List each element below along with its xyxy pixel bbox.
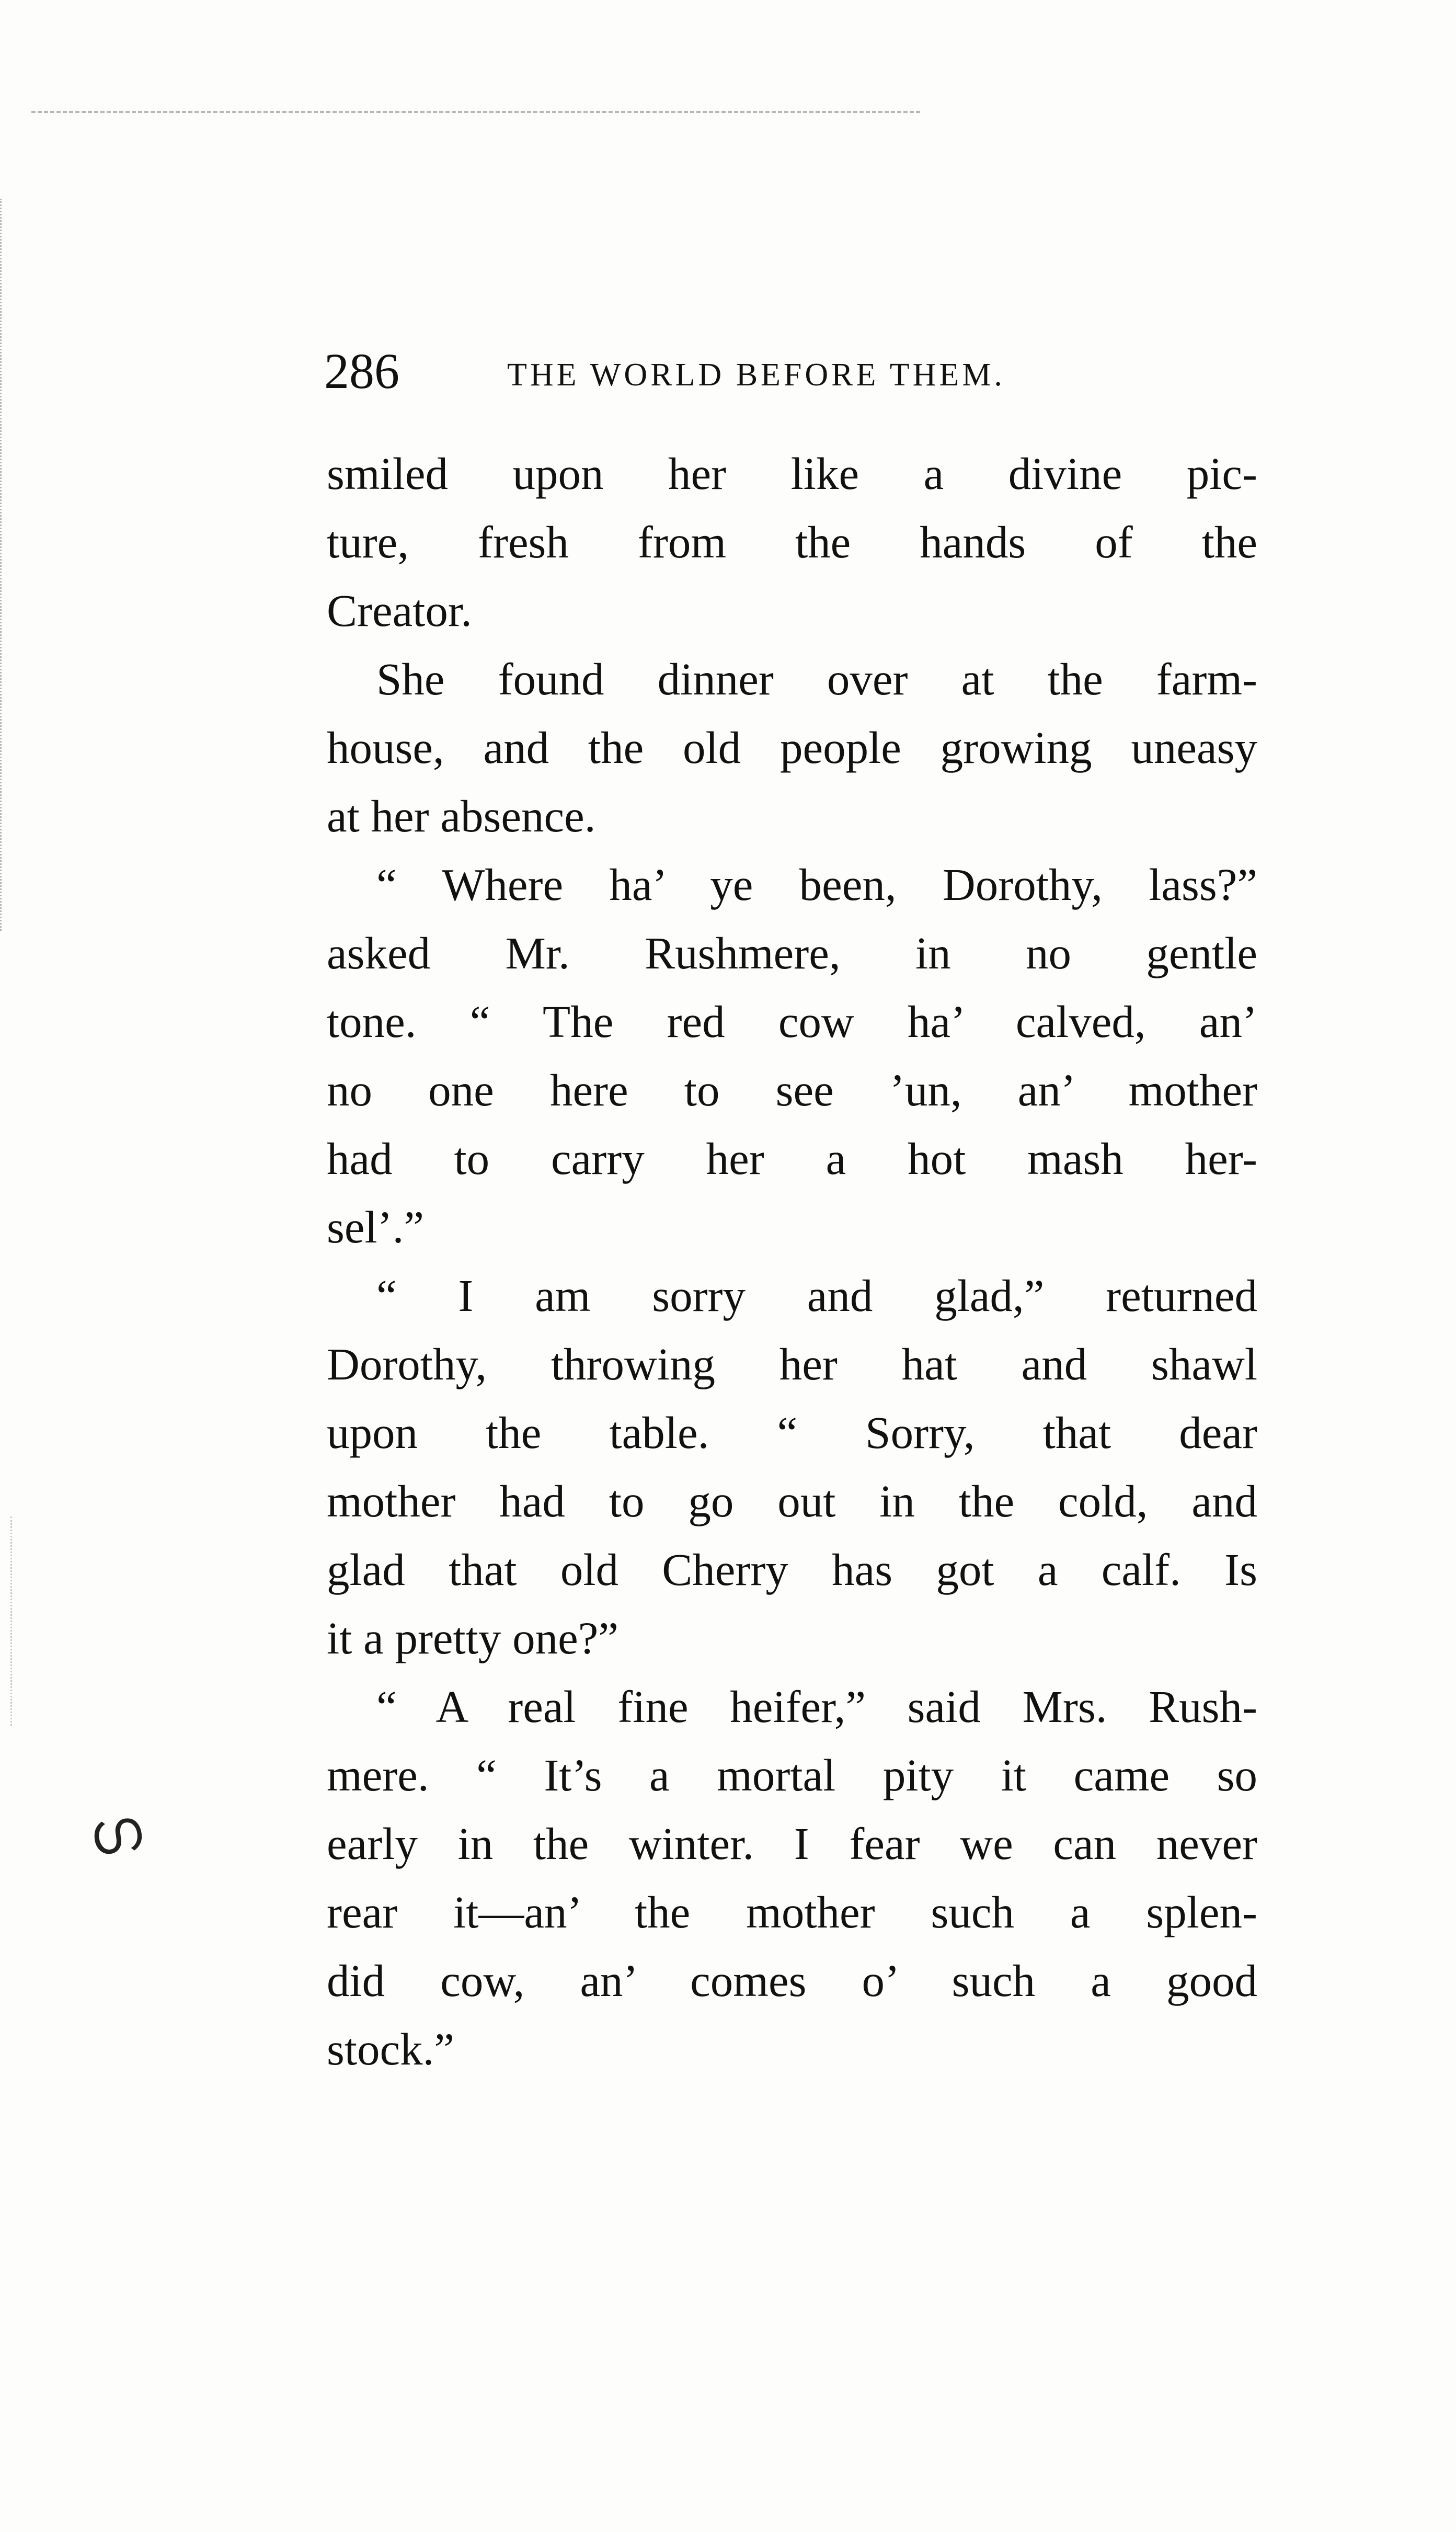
text-line: mother had to go out in the cold, and — [327, 1476, 1257, 1526]
text-line: no one here to see ’un, an’ mother — [327, 1065, 1257, 1115]
text-line: early in the winter. I fear we can never — [327, 1818, 1257, 1869]
text-line: stock.” — [327, 2024, 455, 2074]
margin-scribble: ഗ — [84, 1795, 146, 1869]
text-line: tone. “ The red cow ha’ calved, an’ — [327, 996, 1257, 1047]
text-line: Dorothy, throwing her hat and shawl — [327, 1339, 1257, 1389]
text-line: She found dinner over at the farm- — [376, 654, 1257, 704]
text-line: rear it—an’ the mother such a splen- — [327, 1887, 1257, 1937]
text-line: it a pretty one?” — [327, 1613, 618, 1663]
text-line: mere. “ It’s a mortal pity it came so — [327, 1750, 1257, 1800]
text-line: sel’.” — [327, 1202, 424, 1252]
text-line: Creator. — [327, 585, 472, 636]
scan-binding-edge-lower — [10, 1516, 22, 1726]
body-text — [327, 439, 1257, 2083]
text-line: glad that old Cherry has got a calf. Is — [327, 1544, 1257, 1595]
text-line: “ Where ha’ ye been, Dorothy, lass?” — [376, 859, 1257, 910]
text-line: “ I am sorry and glad,” returned — [376, 1270, 1257, 1321]
page-number: 286 — [324, 343, 399, 399]
text-line: “ A real fine heifer,” said Mrs. Rush- — [376, 1681, 1257, 1732]
text-line: had to carry her a hot mash her- — [327, 1133, 1257, 1184]
text-line: asked Mr. Rushmere, in no gentle — [327, 928, 1257, 978]
scan-top-rule — [31, 111, 920, 113]
text-line: house, and the old people growing uneasy — [327, 722, 1257, 773]
text-line: did cow, an’ comes o’ such a good — [327, 1955, 1257, 2006]
scan-binding-edge — [0, 199, 22, 931]
text-line: upon the table. “ Sorry, that dear — [327, 1407, 1257, 1458]
page-header — [324, 340, 1077, 403]
text-line: at her absence. — [327, 791, 596, 841]
text-line: smiled upon her like a divine pic- — [327, 448, 1257, 499]
text-line: ture, fresh from the hands of the — [327, 517, 1257, 567]
running-title: THE WORLD BEFORE THEM. — [507, 357, 1005, 393]
